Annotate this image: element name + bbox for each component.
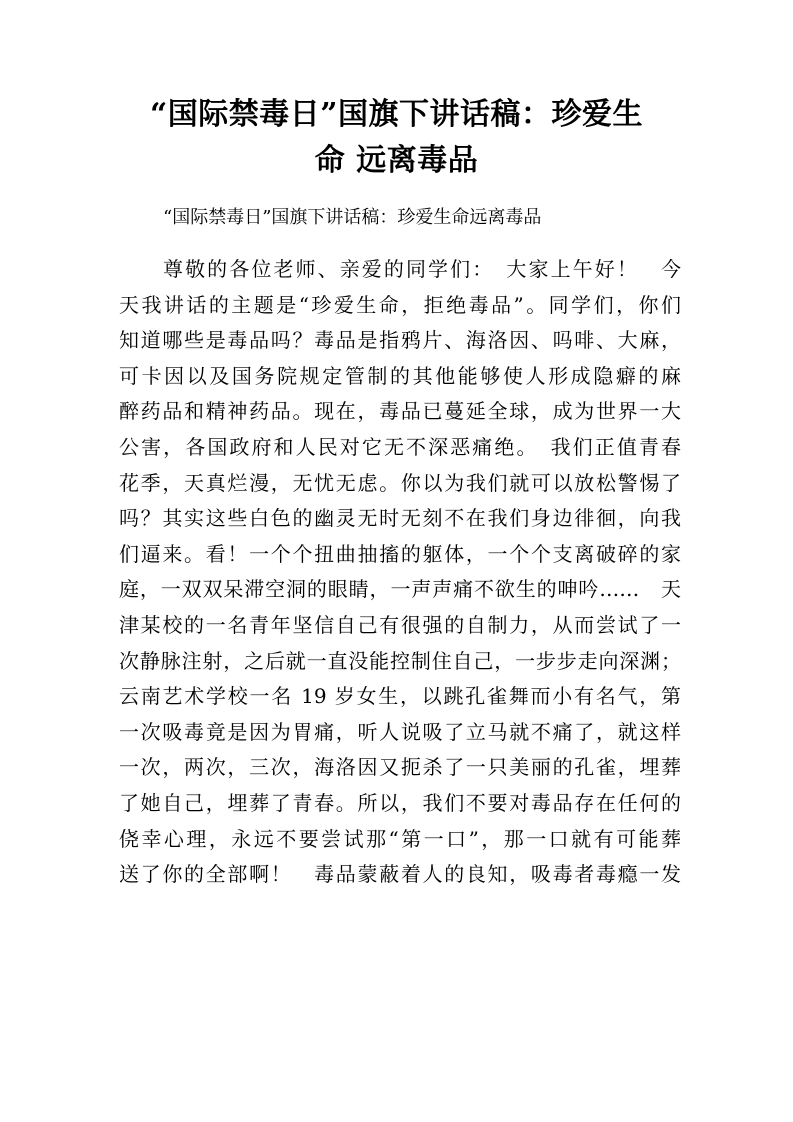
body-line: 醉药品和精神药品。现在，毒品已蔓延全球，成为世界一大: [119, 399, 681, 424]
body-line: 公害，各国政府和人民对它无不深恶痛绝。 我们正值青春: [119, 434, 681, 459]
title-line-1: “国际禁毒日”国旗下讲话稿：珍爱生: [149, 97, 643, 132]
body-line: 天我讲话的主题是“珍爱生命，拒绝毒品”。同学们，你们: [119, 292, 681, 317]
body-line: 次静脉注射，之后就一直没能控制住自己，一步步走向深渊；: [119, 648, 681, 673]
body-line: 一次，两次，三次，海洛因又扼杀了一只美丽的孔雀，埋葬: [119, 755, 681, 780]
body-line: 了她自己，埋葬了青春。所以，我们不要对毒品存在任何的: [119, 790, 681, 815]
body-line: 津某校的一名青年坚信自己有很强的自制力，从而尝试了一: [119, 612, 681, 637]
document-title: [110, 92, 683, 184]
body-line: 知道哪些是毒品吗？毒品是指鸦片、海洛因、吗啡、大麻，: [119, 328, 681, 353]
body-line: 一次吸毒竟是因为胃痛，听人说吸了立马就不痛了，就这样: [119, 719, 681, 744]
title-line-2: 命 远离毒品: [314, 143, 479, 178]
document-subtitle: “国际禁毒日”国旗下讲话稿：珍爱生命远离毒品: [163, 207, 542, 228]
body-line: 吗？其实这些白色的幽灵无时无刻不在我们身边徘徊，向我: [119, 506, 681, 531]
body-line: 送了你的全部啊！ 毒品蒙蔽着人的良知，吸毒者毒瘾一发: [119, 862, 681, 887]
body-line: 可卡因以及国务院规定管制的其他能够使人形成隐癖的麻: [119, 363, 681, 388]
body-line: 们逼来。看！一个个扭曲抽搐的躯体，一个个支离破碎的家: [119, 541, 681, 566]
body-line: 云南艺术学校一名 19 岁女生，以跳孔雀舞而小有名气，第: [119, 684, 681, 709]
body-paragraph: [119, 252, 681, 893]
body-line: 尊敬的各位老师、亲爱的同学们： 大家上午好！ 今: [163, 257, 681, 281]
body-line: 侥幸心理，永远不要尝试那“第一口”，那一口就有可能葬: [119, 826, 681, 851]
body-line: 花季，天真烂漫，无忧无虑。你以为我们就可以放松警惕了: [119, 470, 681, 495]
body-line: 庭，一双双呆滞空洞的眼睛，一声声痛不欲生的呻吟…… 天: [119, 577, 681, 602]
